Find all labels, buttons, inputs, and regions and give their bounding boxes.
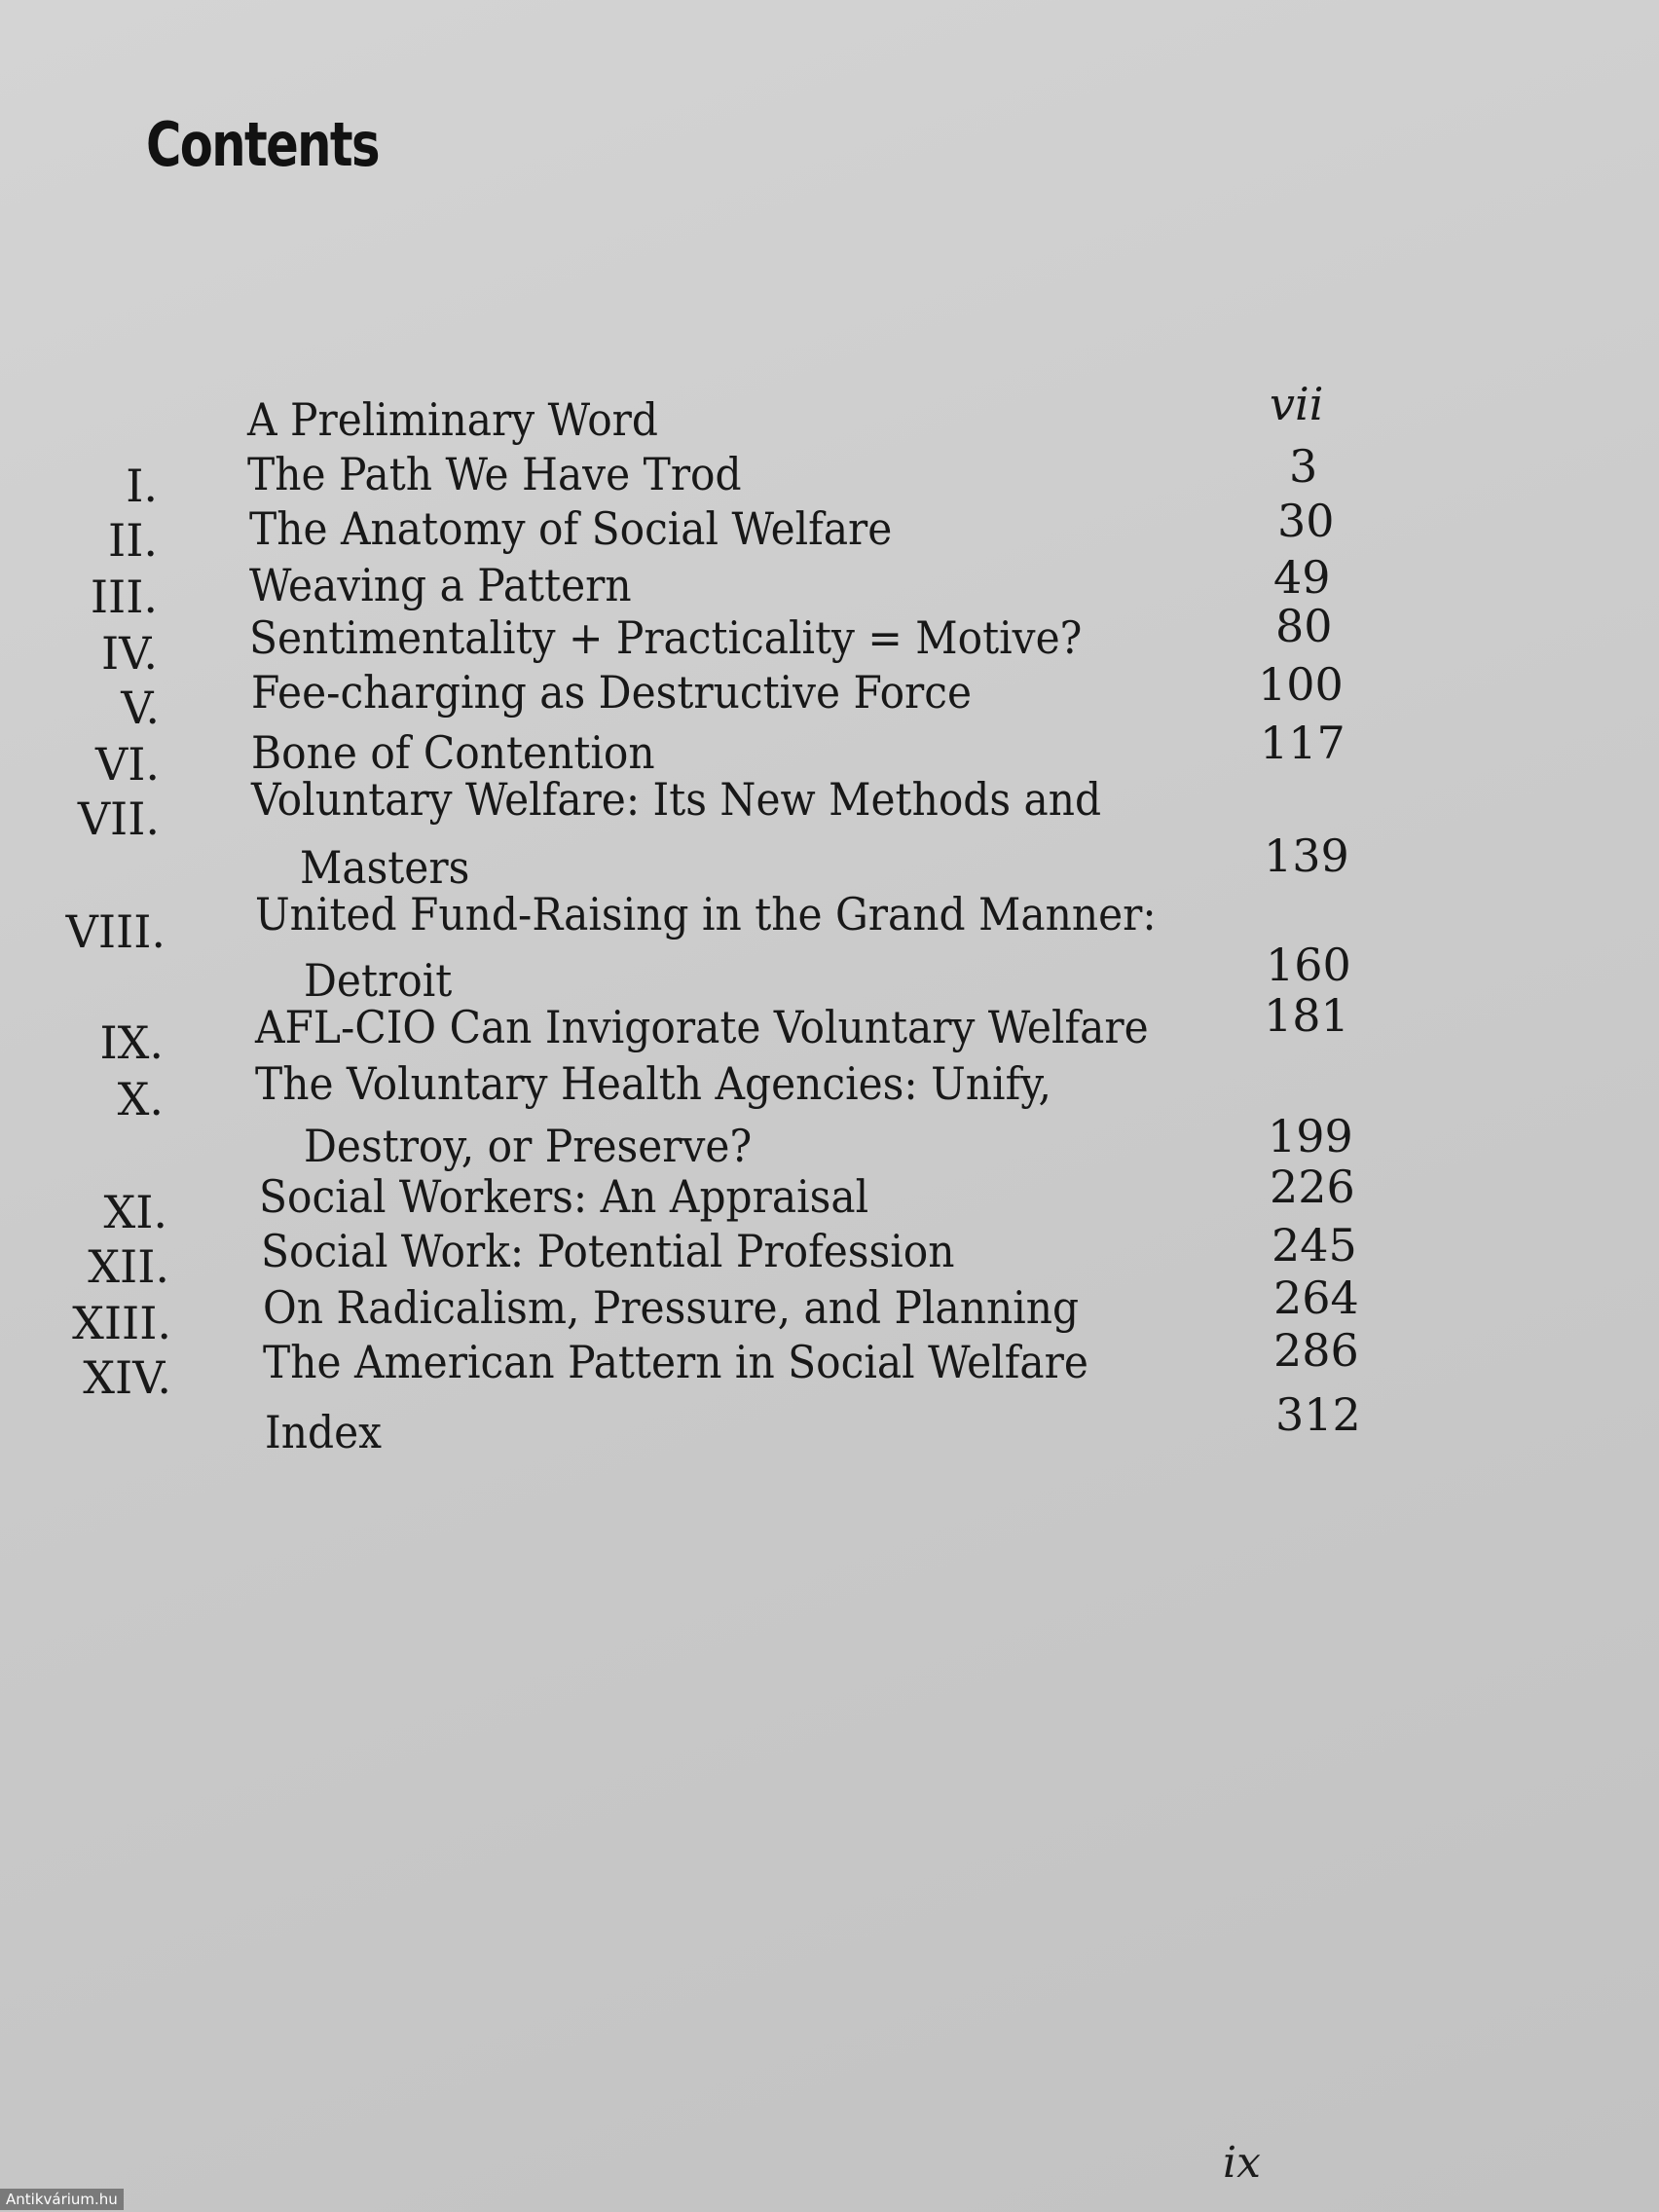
toc-chapter-number: IX. [99, 1016, 164, 1069]
toc-title-continued: Masters [300, 841, 470, 894]
toc-title: A Preliminary Word [247, 393, 659, 446]
toc-title: The Path We Have Trod [247, 448, 742, 500]
toc-chapter-number: VI. [94, 738, 160, 791]
toc-page: 245 [1272, 1219, 1357, 1272]
toc-chapter-number: I. [126, 460, 158, 512]
toc-chapter-number: V. [121, 682, 160, 734]
watermark: Antikvárium.hu [0, 2189, 124, 2210]
page-number: ix [1223, 2138, 1261, 2188]
toc-page: 3 [1289, 440, 1318, 493]
toc-title: Social Work: Potential Profession [261, 1225, 955, 1277]
toc-chapter-number: XIV. [83, 1351, 171, 1404]
toc-title-continued: Destroy, or Preserve? [304, 1120, 753, 1172]
toc-chapter-number: XI. [103, 1186, 167, 1238]
toc-title: On Radicalism, Pressure, and Planning [263, 1281, 1080, 1334]
toc-title: Voluntary Welfare: Its New Methods and [251, 773, 1102, 826]
toc-title: Fee-charging as Destructive Force [251, 666, 973, 719]
toc-chapter-number: II. [108, 514, 158, 567]
toc-chapter-number: VII. [77, 793, 160, 845]
toc-page: 312 [1275, 1388, 1361, 1441]
toc-page: 226 [1270, 1161, 1355, 1213]
toc-title: United Fund-Raising in the Grand Manner: [255, 888, 1157, 940]
toc-page: 181 [1264, 989, 1349, 1042]
toc-title: AFL-CIO Can Invigorate Voluntary Welfare [255, 1001, 1149, 1053]
toc-page: 199 [1268, 1110, 1353, 1162]
toc-title: Sentimentality + Practicality = Motive? [249, 611, 1083, 664]
toc-chapter-number: XII. [88, 1240, 169, 1293]
toc-page: 286 [1273, 1324, 1359, 1377]
toc-page: 80 [1275, 600, 1333, 652]
page-title: Contents [146, 109, 379, 180]
toc-chapter-number: VIII. [65, 905, 166, 958]
toc-page: 264 [1273, 1272, 1359, 1324]
toc-page: 49 [1273, 551, 1331, 604]
toc-chapter-number: IV. [101, 627, 158, 680]
toc-chapter-number: XIII. [72, 1297, 171, 1349]
toc-chapter-number: III. [90, 571, 158, 623]
toc-page: 117 [1260, 717, 1346, 769]
toc-page: 30 [1277, 495, 1335, 547]
toc-title-continued: Detroit [304, 954, 453, 1007]
toc-page: 100 [1258, 658, 1344, 711]
toc-page: 139 [1264, 830, 1349, 882]
toc-title: The Voluntary Health Agencies: Unify, [255, 1057, 1051, 1110]
toc-title: The Anatomy of Social Welfare [249, 502, 893, 555]
toc-title: Social Workers: An Appraisal [259, 1170, 869, 1223]
toc-title: The American Pattern in Social Welfare [263, 1336, 1088, 1388]
toc-title: Weaving a Pattern [249, 559, 632, 611]
toc-page: 160 [1266, 939, 1351, 991]
toc-chapter-number: X. [117, 1073, 164, 1125]
toc-title: Index [265, 1406, 382, 1458]
toc-title: Bone of Contention [251, 726, 655, 779]
toc-page: vii [1270, 378, 1324, 430]
